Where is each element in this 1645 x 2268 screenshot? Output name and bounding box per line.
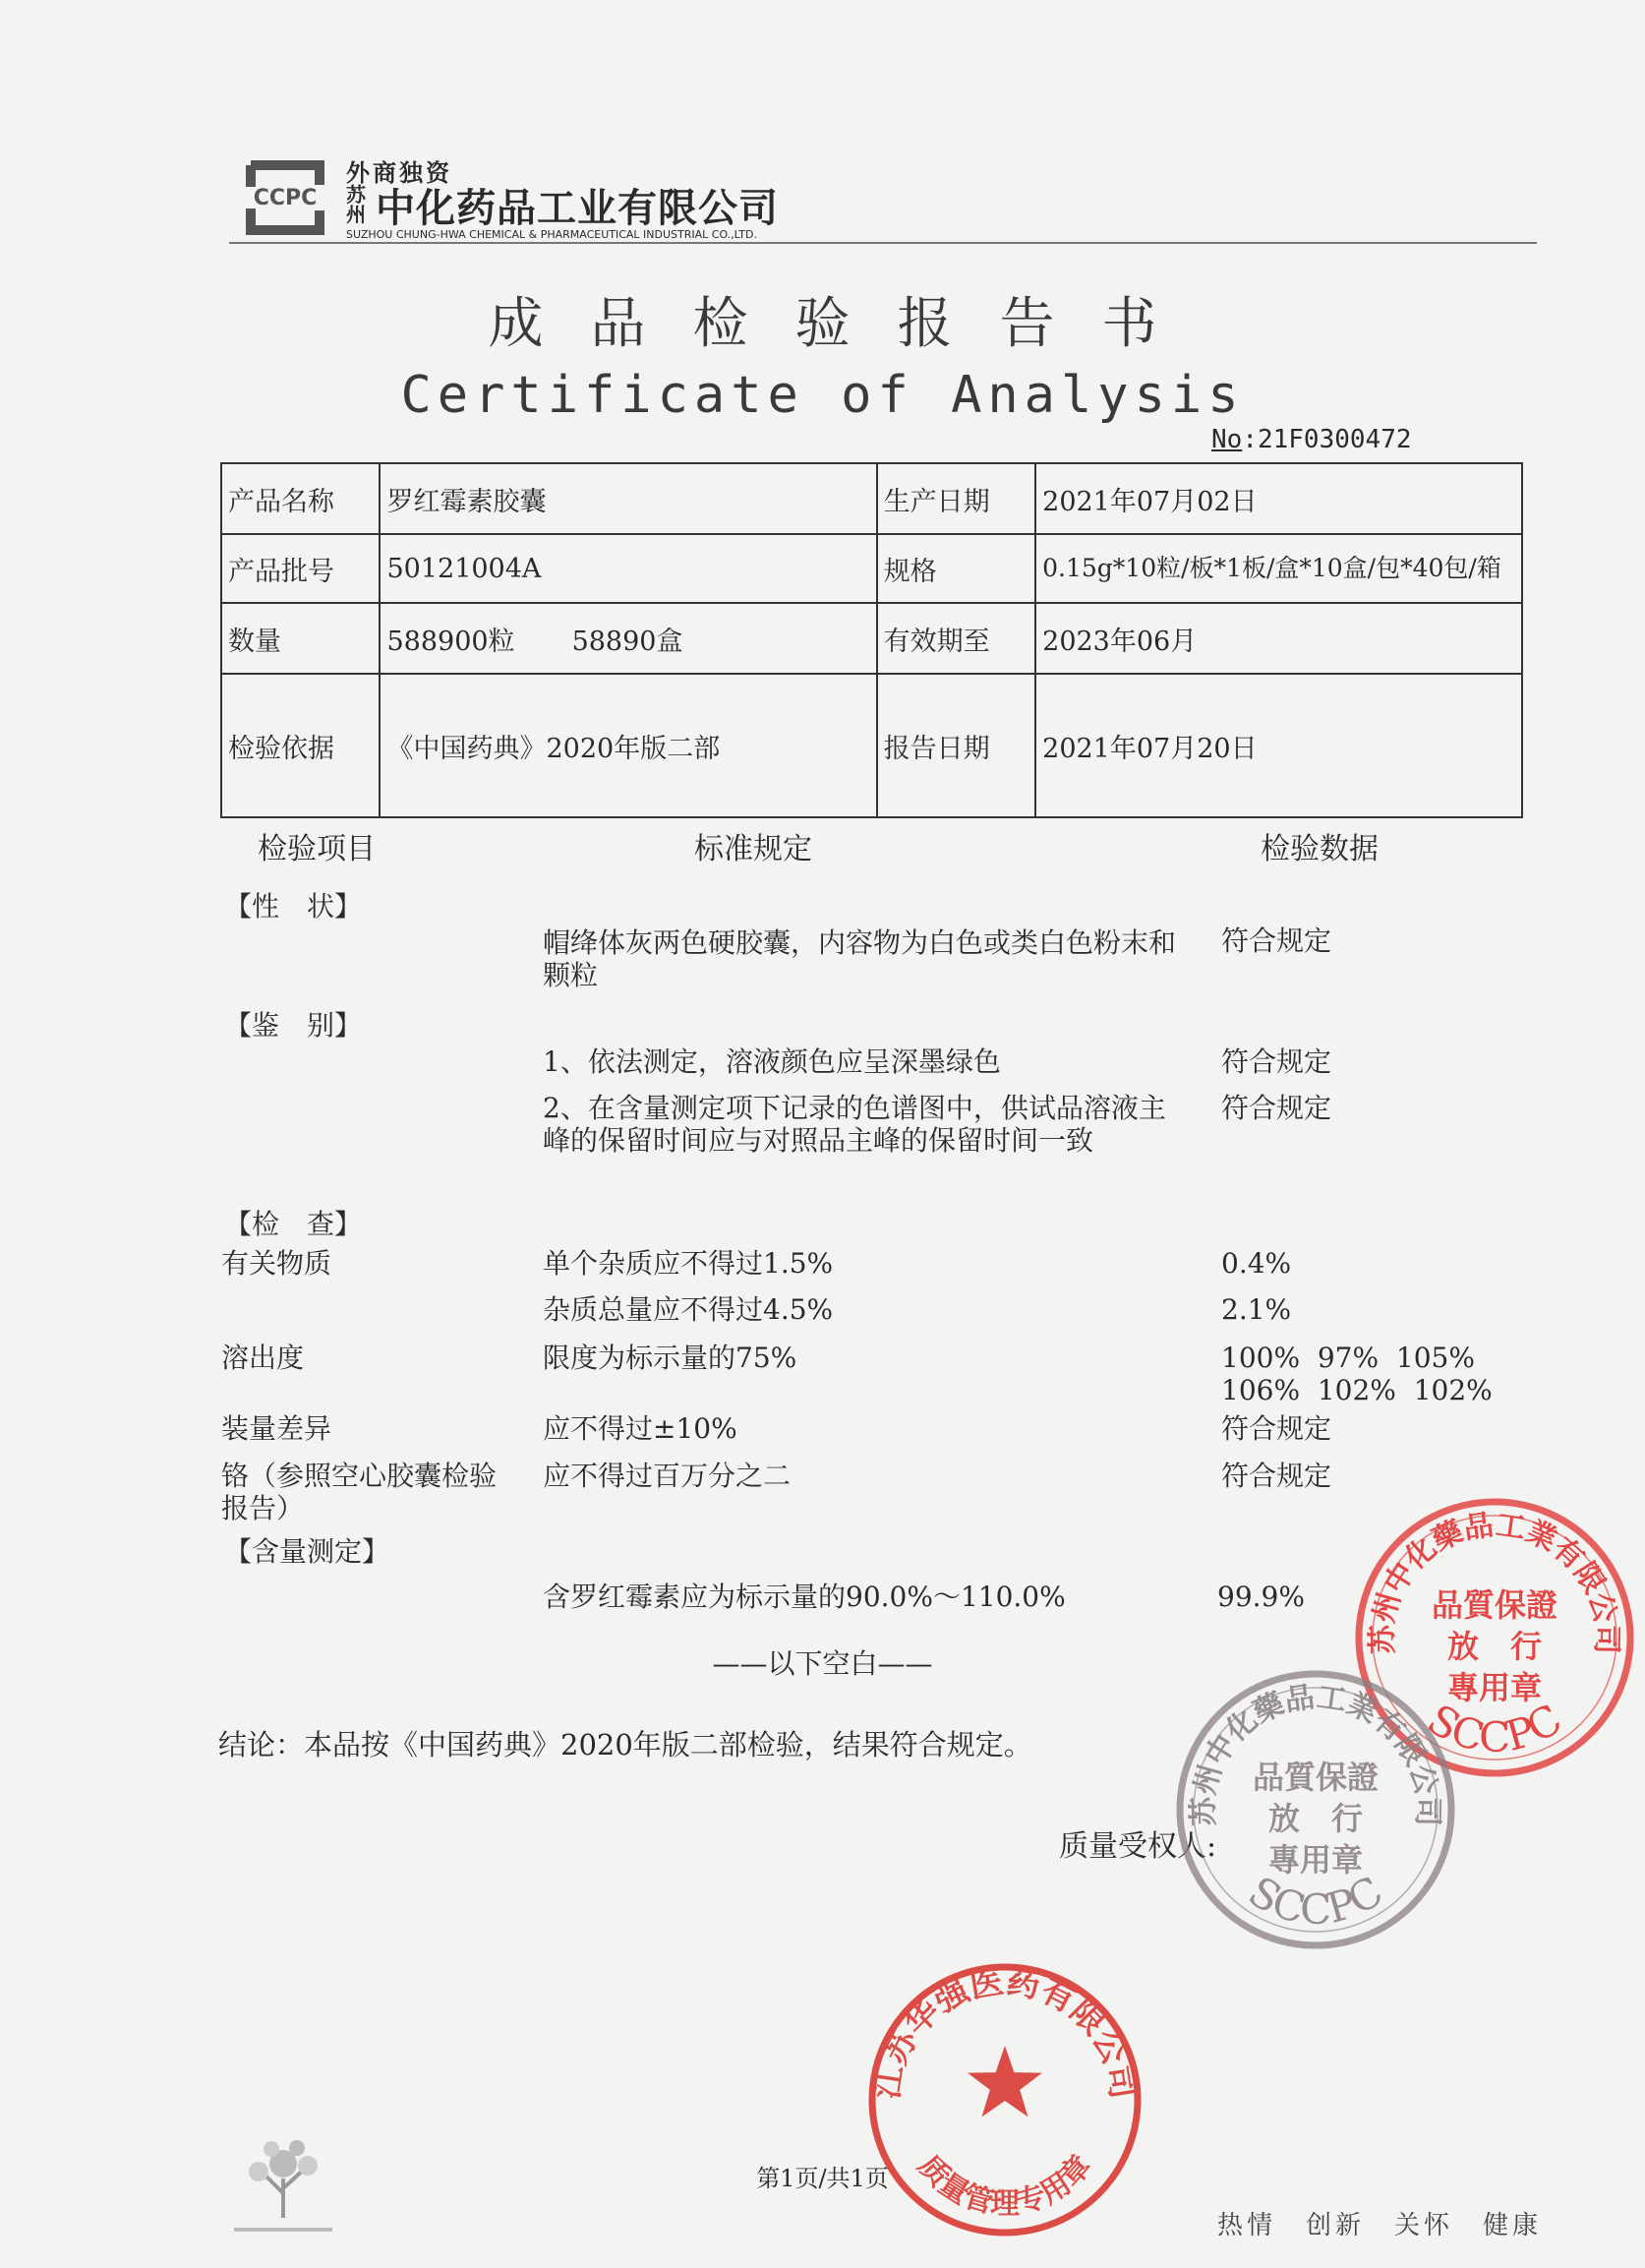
- identification-2-standard: 2、在含量测定项下记录的色谱图中，供试品溶液主峰的保留时间应与对照品主峰的保留时间一致: [543, 1092, 1166, 1157]
- stamp-line-2: 放 行: [1446, 1628, 1543, 1665]
- dissolution-result-1: 100% 97% 105%: [1221, 1342, 1475, 1374]
- assay-standard: 含罗红霉素应为标示量的90.0%～110.0%: [543, 1581, 1066, 1613]
- table-row: [221, 674, 1522, 817]
- table-row: [221, 603, 1522, 674]
- quantity-capsules: 588900粒: [386, 626, 515, 657]
- header-divider: [229, 242, 1537, 244]
- quantity: [380, 603, 876, 674]
- table-row: [221, 534, 1522, 603]
- identification-1-standard: 1、依法测定，溶液颜色应呈深墨绿色: [543, 1045, 1001, 1078]
- logo-text: CCPC: [253, 186, 318, 210]
- title-chinese: 成品检验报告书: [488, 292, 1204, 356]
- chromium-item: 铬（参照空心胶囊检验报告）: [221, 1460, 498, 1524]
- stamp-bottom-text: SCCPC: [1419, 1694, 1570, 1761]
- stamp-line-3: 專用章: [1446, 1669, 1543, 1706]
- assay-result: 99.9%: [1217, 1581, 1305, 1613]
- section-appearance: 【性 状】: [224, 890, 363, 923]
- related-substances-result-2: 2.1%: [1221, 1293, 1292, 1326]
- quality-management-stamp: [857, 1952, 1152, 2247]
- title-english: Certificate of Analysis: [400, 366, 1245, 425]
- identification-2-result: 符合规定: [1221, 1092, 1332, 1124]
- section-identification: 【鉴 别】: [224, 1009, 363, 1042]
- test-basis: 《中国药典》2020年版二部: [380, 674, 876, 817]
- identification-1-result: 符合规定: [1221, 1045, 1332, 1078]
- chromium-standard: 应不得过百万分之二: [543, 1460, 792, 1492]
- page-number: 第1页/共1页: [756, 2165, 889, 2192]
- quantity-label: 数量: [221, 603, 380, 674]
- blank-below-note: ——以下空白——: [712, 1647, 933, 1680]
- related-substances-standard-2: 杂质总量应不得过4.5%: [543, 1293, 834, 1326]
- certificate-number-value: :21F0300472: [1242, 425, 1412, 454]
- expiry-date: 2023年06月: [1035, 603, 1522, 674]
- related-substances-item: 有关物质: [221, 1247, 332, 1280]
- stamp-line-2: 放 行: [1267, 1800, 1364, 1837]
- quality-release-stamp-gray: [1168, 1662, 1463, 1957]
- dissolution-result-2: 106% 102% 102%: [1221, 1374, 1493, 1406]
- specification: 0.15g*10粒/板*1板/盒*10盒/包*40包/箱: [1035, 534, 1522, 603]
- dissolution-item: 溶出度: [221, 1342, 305, 1374]
- product-name-label: 产品名称: [221, 463, 380, 534]
- batch-number: 50121004A: [380, 534, 876, 603]
- conclusion: 结论：本品按《中国药典》2020年版二部检验，结果符合规定。: [218, 1728, 1032, 1761]
- report-date: 2021年07月20日: [1035, 674, 1522, 817]
- fill-weight-result: 符合规定: [1221, 1412, 1332, 1445]
- related-substances-standard-1: 单个杂质应不得过1.5%: [543, 1247, 834, 1280]
- stamp-ring-text: 江苏华强医药有限公司: [867, 1962, 1143, 2102]
- stamp-ring-text: 苏州中化藥品工業有限公司: [1186, 1680, 1445, 1827]
- section-assay: 【含量测定】: [224, 1535, 390, 1568]
- production-date-label: 生产日期: [877, 463, 1035, 534]
- chromium-result: 符合规定: [1221, 1460, 1332, 1492]
- section-tests: 【检 查】: [224, 1208, 363, 1240]
- table-row: [221, 463, 1522, 534]
- column-header-item: 检验项目: [258, 832, 376, 866]
- company-logo: [241, 157, 329, 238]
- column-header-result: 检验数据: [1261, 832, 1379, 866]
- appearance-result: 符合规定: [1221, 925, 1332, 957]
- dissolution-standard: 限度为标示量的75%: [543, 1342, 797, 1374]
- company-prefix: 苏州: [346, 183, 366, 226]
- company-name: 中化药品工业有限公司: [376, 186, 779, 231]
- company-slogan: 热情 创新 关怀 健康: [1217, 2211, 1543, 2240]
- basis-label: 检验依据: [221, 674, 380, 817]
- expiry-label: 有效期至: [877, 603, 1035, 674]
- product-name: 罗红霉素胶囊: [380, 463, 876, 534]
- report-date-label: 报告日期: [877, 674, 1035, 817]
- product-info-table: [220, 462, 1523, 818]
- column-header-standard: 标准规定: [694, 832, 812, 866]
- spec-label: 规格: [877, 534, 1035, 603]
- stamp-ring-text: 苏州中化藥品工業有限公司: [1365, 1508, 1624, 1655]
- company-english-name: SUZHOU CHUNG-HWA CHEMICAL & PHARMACEUTICAL INDUSTRIAL CO.,LTD.: [346, 228, 757, 241]
- stamp-line-1: 品質保證: [1431, 1586, 1558, 1624]
- company-type: 外商独资: [346, 159, 452, 187]
- fill-weight-standard: 应不得过±10%: [543, 1412, 737, 1445]
- certificate-number: [1211, 425, 1412, 454]
- qualified-person-label: 质量受权人:: [1059, 1829, 1217, 1864]
- fill-weight-item: 装量差异: [221, 1412, 332, 1445]
- batch-label: 产品批号: [221, 534, 380, 603]
- stamp-line-1: 品質保證: [1252, 1759, 1380, 1796]
- stamp-line-3: 專用章: [1267, 1841, 1364, 1879]
- certificate-number-label: No: [1211, 425, 1243, 454]
- related-substances-result-1: 0.4%: [1221, 1247, 1292, 1280]
- stamp-star-icon: [968, 2046, 1042, 2117]
- production-date: 2021年07月02日: [1035, 463, 1522, 534]
- stamp-bottom-text: SCCPC: [1240, 1866, 1391, 1934]
- stamp-bottom-text: 质量管理专用章: [911, 2148, 1099, 2222]
- quantity-boxes: 58890盒: [571, 626, 683, 657]
- appearance-standard: 帽绛体灰两色硬胶囊，内容物为白色或类白色粉末和颗粒: [543, 926, 1177, 991]
